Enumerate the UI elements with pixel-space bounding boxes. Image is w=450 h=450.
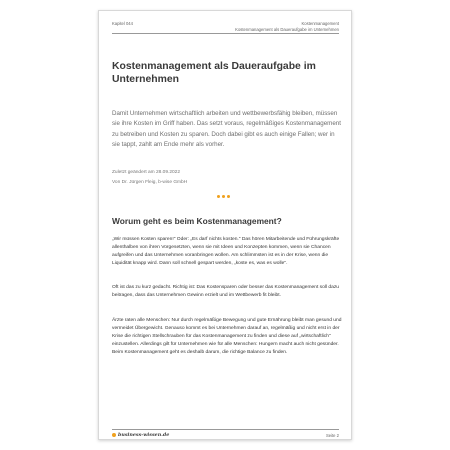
paragraph-3: Ärzte raten alle Menschen: Nur durch regelmäßige Bewegung und gute Ernährung bleibt man gesund und vermeidet Übergewicht. Genauso kommt es bei Unternehmen darauf an, regelmäßig und nicht erst in der Krise die richtigen Stellschrauben für das Kostenmanagement zu finden und diese auf „wirtschaftlich" einzustellen. Allerdings gilt für Unternehmen wie für alle Menschen: Hungern macht auch nicht gesünder. Beim Kostenmanagement geht es deshalb darum, die richtige Balance zu finden. <box>112 318 342 356</box>
section-heading: Worum geht es beim Kostenmanagement? <box>112 216 282 226</box>
page-number: Seite 2 <box>325 433 339 438</box>
separator-dots-icon <box>217 195 230 198</box>
footer-divider <box>112 429 339 430</box>
document-page <box>98 10 352 440</box>
logo-text: business-wissen.de <box>118 432 170 438</box>
header-subtopic: Kostenmanagement als Daueraufgabe im Unternehmen <box>235 26 339 32</box>
author-line: Von Dr. Jürgen Fleig, b-wise GmbH <box>112 180 188 185</box>
header-chapter: Kapitel 044 <box>112 21 133 26</box>
updated-date: Zuletzt geändert am 28.09.2022 <box>112 170 181 175</box>
article-title: Kostenmanagement als Daueraufgabe im Unternehmen <box>112 61 316 85</box>
article-lead: Damit Unternehmen wirtschaftlich arbeiten und wettbewerbsfähig bleiben, müssen sie ihre Kosten im Griff haben. Das setzt voraus, regelmäßiges Kostenmanagement zu betreiben und Kosten zu sparen. Doch dabei gibt es auch einige Fallen; wer in sie tappt, zahlt am Ende mehr als vorher. <box>112 110 341 148</box>
header-topic-block <box>235 21 339 32</box>
logo-dot-icon <box>112 433 116 437</box>
footer-logo <box>112 432 169 438</box>
header-divider <box>112 33 339 34</box>
paragraph-2: Oft ist das zu kurz gedacht. Richtig ist: Das Kostensparen oder besser das Kostenmanagement soll dazu beitragen, dass das Unternehmen Gewinn erzielt und im Wettbewerb fit bleibt. <box>112 285 339 299</box>
header-topic: Kostenmanagement <box>301 21 339 26</box>
paragraph-1: „Wir müssen Kosten sparen!" Oder: „Es darf nichts kosten." Das hören Mitarbeitende und Führungskräfte allenthalben von ihren Vorgesetzten, wenn sie mit Ideen und Konzepten kommen, wenn sie Chancen aufgreifen und das Unternehmen voranbringen wollen. Am schlimmsten ist es in der Krise, wenn die Liquidität knapp wird. Dann soll schnell gespart werden, „koste es, was es wolle". <box>112 237 340 267</box>
